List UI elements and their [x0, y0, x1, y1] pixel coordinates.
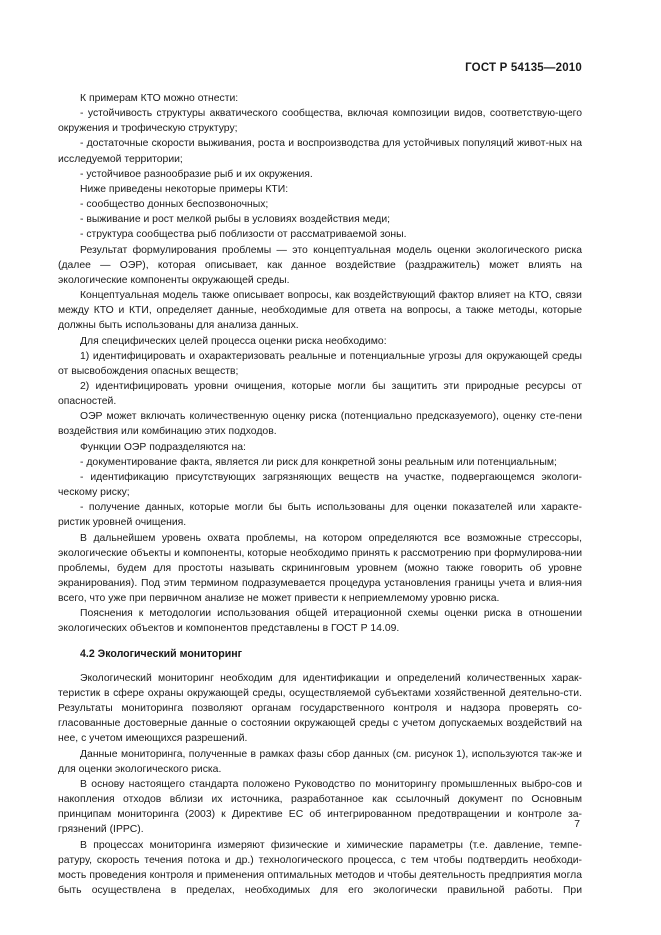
paragraph: Концептуальная модель также описывает вопросы, как воздействующий фактор влияет на КТО, связи между КТО и КТИ, определяет данные, необходимые для ответа на вопросы, а также методы, которые должны быть использованы для анализа данных. [58, 290, 582, 332]
document-body [58, 91, 582, 898]
paragraph: Экологический мониторинг необходим для идентификации и определений количественных харак-теристик в сфере охраны окружающей среды, осуществляемой субъектами хозяйственной деятельно-сти. Результаты мониторинга позволяют органам государственного контроля и надзора проверять со-гласованные достоверные данные о состоянии окружающей среды с учетом допускаемых воздействий на нее, с учетом имеющихся разрешений. [58, 672, 582, 745]
paragraph: В основу настоящего стандарта положено Руководство по мониторингу промышленных выбро-сов и накопления отходов вблизи их источника, разработанное как ссылочный документ по Основным принципам мониторинга (2003) к Директиве ЕС об интегрированном предотвращении и контроле за-грязнений (IPPC). [58, 778, 582, 836]
list-item: - структура сообщества рыб поблизости от рассматриваемой зоны. [80, 229, 407, 241]
list-item: - документирование факта, является ли риск для конкретной зоны реальным или потенциальным; [80, 456, 557, 468]
list-item: - устойчивое разнообразие рыб и их окружения. [80, 168, 313, 180]
paragraph: Данные мониторинга, полученные в рамках фазы сбор данных (см. рисунок 1), используются так-же и для оценки экологического риска. [58, 748, 582, 775]
page-number: 7 [574, 819, 580, 830]
list-item: - получение данных, которые могли бы быть использованы для оценки показателей или характе-ристик уровней очищения. [58, 502, 582, 529]
paragraph: Пояснения к методологии использования общей итерационной схемы оценки риска в отношении экологических объектов и компонентов представлены в ГОСТ Р 14.09. [58, 608, 582, 635]
list-item: 1) идентифицировать и охарактеризовать реальные и потенциальные угрозы для окружающей среды от высвобождения опасных веществ; [58, 350, 582, 377]
list-item: - выживание и рост мелкой рыбы в условиях воздействия меди; [80, 214, 391, 226]
list-item: - идентификацию присутствующих загрязняющих веществ на участке, подвергающемся экологи-ческому риску; [58, 471, 582, 499]
paragraph: Результат формулирования проблемы — это концептуальная модель оценки экологического риска (далее — ОЭР), которая описывает, как данное воздействие (раздражитель) может влиять на экологические компоненты окружающей среды. [58, 244, 582, 286]
list-item: - достаточные скорости выживания, роста и воспроизводства для устойчивых популяций живот-ных на исследуемой территории; [58, 138, 582, 165]
list-item: 2) идентифицировать уровни очищения, которые могли бы защитить эти природные ресурсы от опасностей. [58, 380, 582, 408]
paragraph: Функции ОЭР подразделяются на: [80, 441, 246, 453]
section-heading: 4.2 Экологический мониторинг [80, 647, 243, 660]
paragraph: В процессах мониторинга измеряют физические и химические параметры (т.е. давление, темпе-ратуру, скорость течения потока и др.) технологического процесса, с тем чтобы подтвердить необходи-мость проведения контроля и применения оптимальных методов и чтобы деятельность предприятия могла быть осуществлена в пределах, необходимых для его экологически правильной работы. При [58, 839, 582, 896]
paragraph: ОЭР может включать количественную оценку риска (потенциально предсказуемого), оценку сте-пени воздействия или комбинацию этих подходов. [58, 411, 582, 438]
list-item: - устойчивость структуры акватического сообщества, включая композиции видов, соответствую-щего окружения и трофическую структуру; [58, 108, 582, 135]
standard-id-header: ГОСТ Р 54135—2010 [465, 62, 582, 74]
paragraph: В дальнейшем уровень охвата проблемы, на котором определяются все возможные стрессоры, экологические объекты и компоненты, которые необходимо принять к рассмотрению при формулирова-нии проблемы, будем для простоты называть скрининговым уровнем (можно также говорить об уровне экранирования). Под этим термином подразумевается процедура установления границы учета и влия-ния всего, что уже при первичном анализе не может привести к неприемлемому уровню риска. [58, 532, 582, 605]
paragraph: Для специфических целей процесса оценки риска необходимо: [80, 335, 387, 347]
list-item: - сообщество донных беспозвоночных; [80, 199, 269, 211]
paragraph: Ниже приведены некоторые примеры КТИ: [80, 183, 289, 195]
paragraph: К примерам КТО можно отнести: [80, 93, 239, 104]
